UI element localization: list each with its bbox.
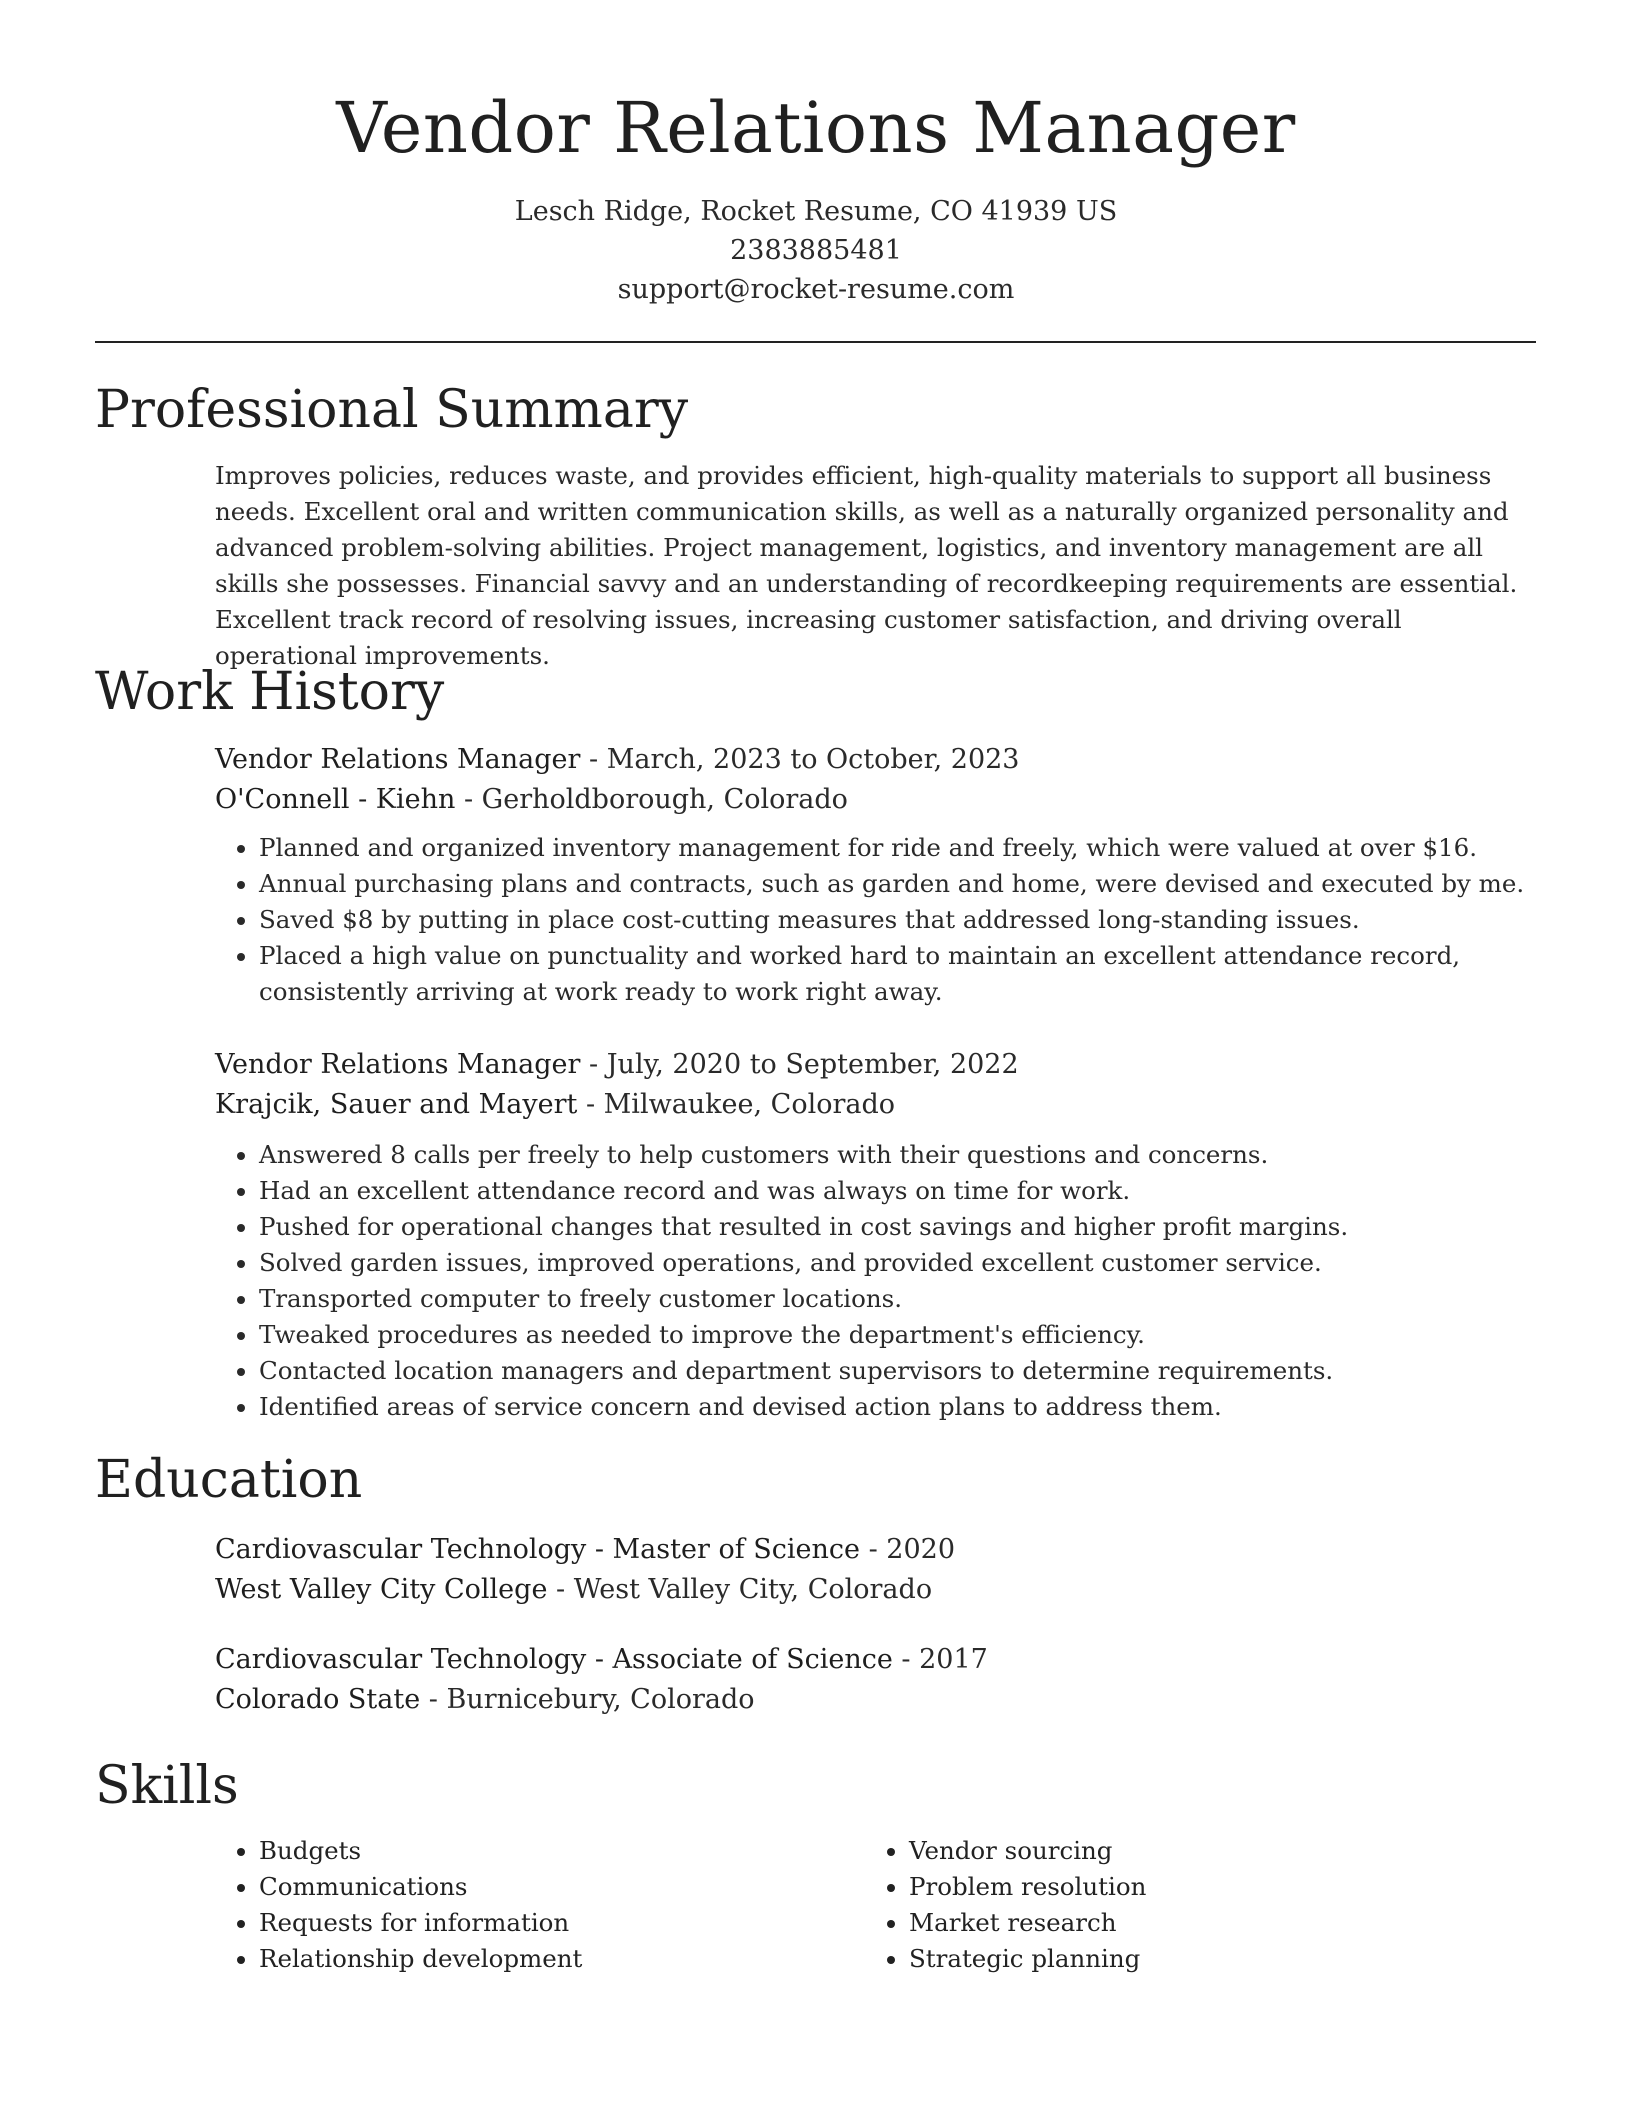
education-entry bbox=[215, 1530, 1535, 1610]
skill-item: • Problem resolution bbox=[909, 1869, 1515, 1905]
skills-list-right bbox=[865, 1833, 1515, 1977]
job-company: O'Connell - Kiehn bbox=[215, 784, 456, 815]
school-name: West Valley City College bbox=[215, 1574, 548, 1605]
job-entry bbox=[215, 740, 1535, 1010]
summary-heading: Professional Summary bbox=[95, 380, 689, 440]
job-company-line bbox=[215, 1085, 1535, 1125]
job-title: Vendor Relations Manager bbox=[215, 1049, 581, 1080]
job-title: Vendor Relations Manager bbox=[215, 744, 581, 775]
phone-text: 2383885481 bbox=[730, 235, 902, 266]
list-item: • Placed a high value on punctuality and worked hard to maintain an excellent attendance record, consistently arriving at work ready to work right away. bbox=[259, 938, 1535, 1010]
job-location: - Milwaukee, Colorado bbox=[577, 1089, 896, 1120]
skills-heading: Skills bbox=[95, 1756, 239, 1816]
skill-item: • Budgets bbox=[259, 1833, 865, 1869]
list-item: • Saved $8 by putting in place cost-cutting measures that addressed long-standing issues. bbox=[259, 902, 1535, 938]
work-history-heading: Work History bbox=[95, 662, 445, 722]
skill-item: • Vendor sourcing bbox=[909, 1833, 1515, 1869]
summary-section bbox=[215, 458, 1535, 674]
list-item: • Answered 8 calls per freely to help customers with their questions and concerns. bbox=[259, 1137, 1535, 1173]
header-divider bbox=[95, 341, 1536, 343]
email-text: support@rocket-resume.com bbox=[617, 274, 1015, 305]
school-location: - West Valley City, Colorado bbox=[547, 1574, 933, 1605]
school-line bbox=[215, 1680, 1535, 1720]
list-item: • Had an excellent attendance record and was always on time for work. bbox=[259, 1173, 1535, 1209]
list-item: • Identified areas of service concern and devised action plans to address them. bbox=[259, 1389, 1535, 1425]
skill-item: • Market research bbox=[909, 1905, 1515, 1941]
degree-field: Cardiovascular Technology bbox=[215, 1534, 587, 1565]
skill-item: • Strategic planning bbox=[909, 1941, 1515, 1977]
job-duties-list bbox=[215, 830, 1535, 1010]
skill-item: • Communications bbox=[259, 1869, 865, 1905]
school-location: - Burnicebury, Colorado bbox=[420, 1684, 755, 1715]
job-company-line bbox=[215, 780, 1535, 820]
education-entry bbox=[215, 1640, 1535, 1720]
summary-text: Improves policies, reduces waste, and provides efficient, high-quality materials to support all business needs. Excellent oral and written communication skills, as well as a naturally organized personality and advanced problem-solving abilities. Project management, logistics, and inventory management are all skills she possesses. Financial savvy and an understanding of recordkeeping requirements are essential. Excellent track record of resolving issues, increasing customer satisfaction, and driving overall operational improvements. bbox=[215, 461, 1518, 670]
degree-field: Cardiovascular Technology bbox=[215, 1644, 587, 1675]
list-item: • Annual purchasing plans and contracts, such as garden and home, were devised and executed by me. bbox=[259, 866, 1535, 902]
contact-info bbox=[0, 192, 1632, 309]
page-title: Vendor Relations Manager bbox=[336, 87, 1296, 169]
skill-item: • Relationship development bbox=[259, 1941, 865, 1977]
list-item: • Tweaked procedures as needed to improve the department's efficiency. bbox=[259, 1317, 1535, 1353]
school-name: Colorado State bbox=[215, 1684, 421, 1715]
skills-list-left bbox=[215, 1833, 865, 1977]
job-duties-list bbox=[215, 1137, 1535, 1425]
degree-name: - Associate of Science bbox=[586, 1644, 893, 1675]
list-item: • Pushed for operational changes that resulted in cost savings and higher profit margins. bbox=[259, 1209, 1535, 1245]
degree-name: - Master of Science bbox=[586, 1534, 861, 1565]
degree-year: - 2017 bbox=[892, 1644, 988, 1675]
skills-column-left bbox=[215, 1833, 865, 1977]
education-heading: Education bbox=[95, 1450, 363, 1510]
degree-line bbox=[215, 1530, 1535, 1570]
list-item: • Transported computer to freely customer locations. bbox=[259, 1281, 1535, 1317]
degree-line bbox=[215, 1640, 1535, 1680]
job-location: - Gerholdborough, Colorado bbox=[455, 784, 848, 815]
skill-item: • Requests for information bbox=[259, 1905, 865, 1941]
list-item: • Solved garden issues, improved operations, and provided excellent customer service. bbox=[259, 1245, 1535, 1281]
list-item: • Contacted location managers and department supervisors to determine requirements. bbox=[259, 1353, 1535, 1389]
job-entry bbox=[215, 1045, 1535, 1425]
job-dates: - July, 2020 to September, 2022 bbox=[580, 1049, 1019, 1080]
job-title-line bbox=[215, 1045, 1535, 1085]
job-title-line bbox=[215, 740, 1535, 780]
address-text: Lesch Ridge, Rocket Resume, CO 41939 US bbox=[514, 196, 1118, 227]
school-line bbox=[215, 1570, 1535, 1610]
list-item: • Planned and organized inventory management for ride and freely, which were valued at over $16. bbox=[259, 830, 1535, 866]
skills-column-right bbox=[865, 1833, 1515, 1977]
job-company: Krajcik, Sauer and Mayert bbox=[215, 1089, 578, 1120]
skills-list bbox=[215, 1833, 1535, 1977]
job-dates: - March, 2023 to October, 2023 bbox=[580, 744, 1020, 775]
degree-year: - 2020 bbox=[860, 1534, 956, 1565]
resume-header bbox=[0, 0, 1632, 309]
